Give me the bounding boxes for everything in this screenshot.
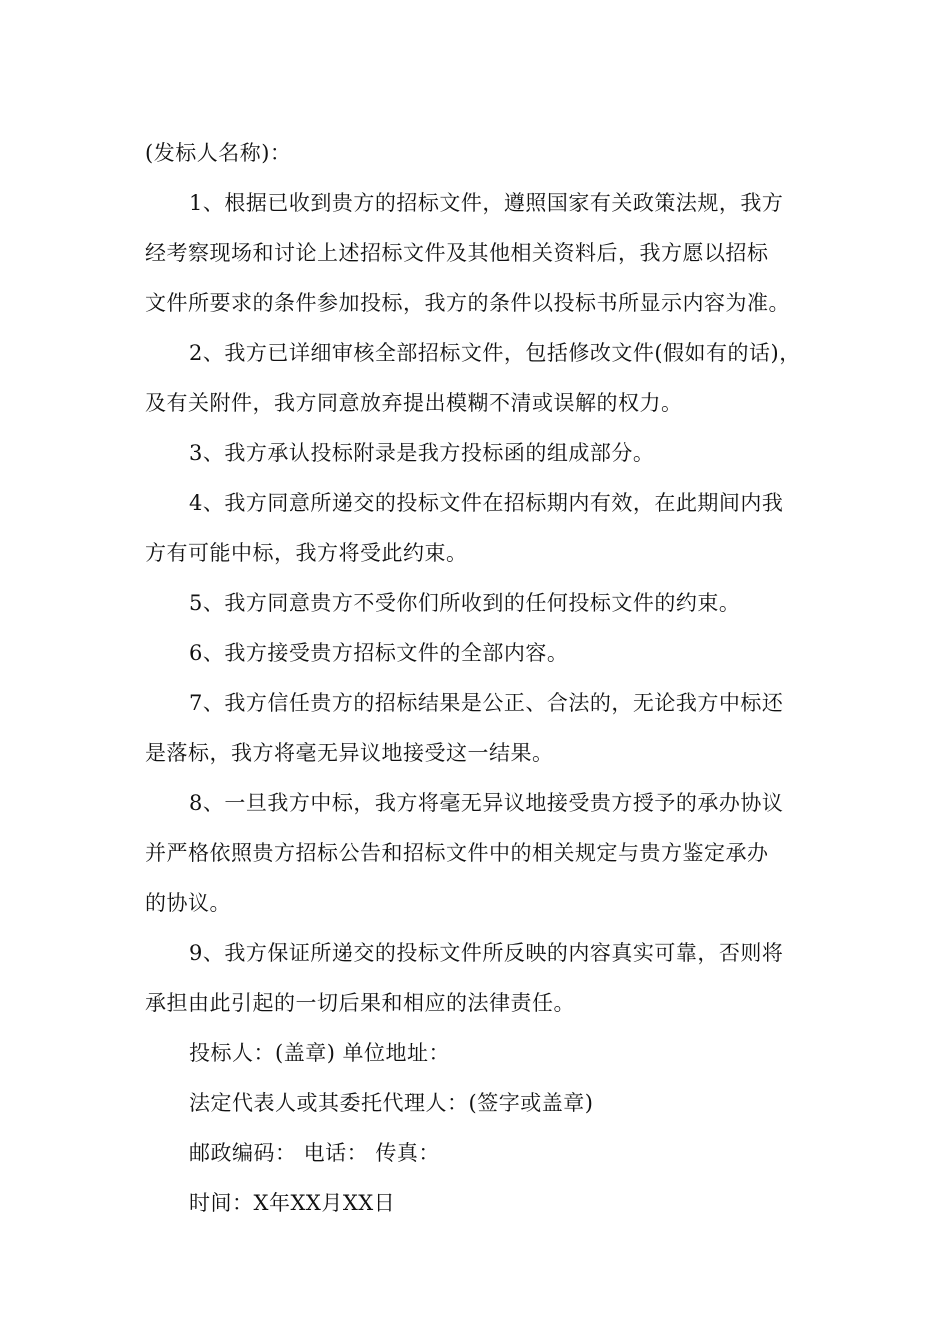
- clause-6-line-1: 6、我方接受贵方招标文件的全部内容。: [189, 641, 569, 665]
- clause-9-line-2: 承担由此引起的一切后果和相应的法律责任。: [145, 991, 575, 1015]
- document-body: [145, 128, 815, 1228]
- clause-2-line-2: 及有关附件，我方同意放弃提出模糊不清或误解的权力。: [145, 391, 683, 415]
- clause-8-line-3: 的协议。: [145, 891, 231, 915]
- clause-8-line-1: 8、一旦我方中标，我方将毫无异议地接受贵方授予的承办协议: [189, 791, 784, 815]
- clause-7-line-1: 7、我方信任贵方的招标结果是公正、合法的，无论我方中标还: [189, 691, 784, 715]
- clause-9-line-1: 9、我方保证所递交的投标文件所反映的内容真实可靠，否则将: [189, 941, 784, 965]
- date-line: 时间：X年XX月XX日: [189, 1191, 396, 1215]
- clause-7-line-2: 是落标，我方将毫无异议地接受这一结果。: [145, 741, 554, 765]
- salutation: (发标人名称)：: [145, 141, 292, 165]
- clause-4-line-2: 方有可能中标，我方将受此约束。: [145, 541, 468, 565]
- clause-1-line-2: 经考察现场和讨论上述招标文件及其他相关资料后，我方愿以招标: [145, 241, 769, 265]
- contact-line: 邮政编码： 电话： 传真：: [189, 1141, 440, 1165]
- representative-line: 法定代表人或其委托代理人：(签字或盖章): [189, 1091, 594, 1115]
- clause-4-line-1: 4、我方同意所递交的投标文件在招标期内有效，在此期间内我: [189, 491, 784, 515]
- clause-3-line-1: 3、我方承认投标附录是我方投标函的组成部分。: [189, 441, 655, 465]
- clause-5-line-1: 5、我方同意贵方不受你们所收到的任何投标文件的约束。: [189, 591, 741, 615]
- bidder-line: 投标人：(盖章) 单位地址：: [189, 1041, 451, 1065]
- clause-8-line-2: 并严格依照贵方招标公告和招标文件中的相关规定与贵方鉴定承办: [145, 841, 769, 865]
- clause-2-line-1: 2、我方已详细审核全部招标文件，包括修改文件(假如有的话)，: [189, 341, 801, 365]
- clause-1-line-1: 1、根据已收到贵方的招标文件，遵照国家有关政策法规，我方: [189, 191, 784, 215]
- clause-1-line-3: 文件所要求的条件参加投标，我方的条件以投标书所显示内容为准。: [145, 291, 790, 315]
